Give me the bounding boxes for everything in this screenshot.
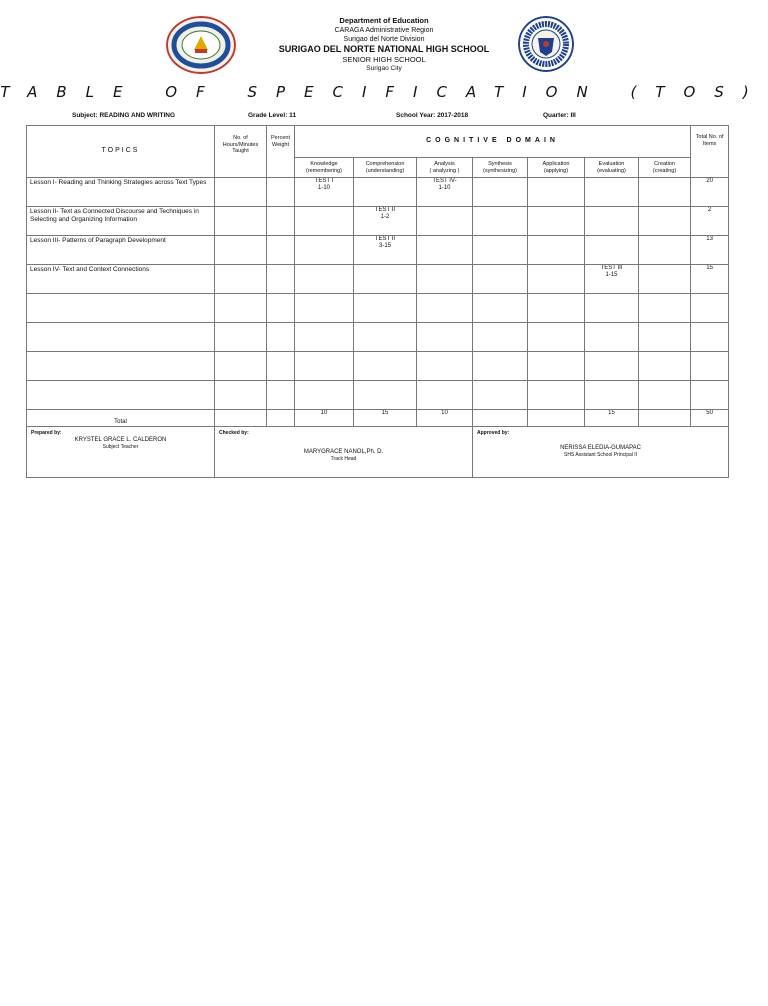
checked-by-title: Track Head (330, 456, 357, 463)
division-name: Surigao del Norte Division (343, 36, 425, 43)
domain-cell (473, 236, 528, 265)
domain-cell (528, 207, 585, 236)
domain-cell (639, 381, 691, 410)
empty-table-row (27, 381, 729, 410)
test-item-label: TEST II 3-15 (374, 236, 396, 250)
domain-cell (585, 207, 639, 236)
domain-cell (639, 265, 691, 294)
total-cell: 15 (354, 410, 417, 427)
cognitive-domain-header: COGNITIVE DOMAIN (295, 126, 691, 158)
prepared-by-block (27, 427, 215, 478)
test-item-label: TEST III 1-15 (600, 265, 623, 279)
row-total-cell: 2 (691, 207, 729, 236)
total-cell (639, 410, 691, 427)
row-total-cell: 20 (691, 178, 729, 207)
level-evaluation: Evaluation (evaluating) (585, 158, 639, 178)
domain-cell (528, 265, 585, 294)
weight-cell (267, 207, 295, 236)
weight-cell (267, 294, 295, 323)
empty-table-row (27, 294, 729, 323)
domain-cell (528, 381, 585, 410)
test-item-label: TEST IV- 1-10 (432, 178, 457, 192)
domain-cell (417, 236, 473, 265)
domain-cell (417, 178, 473, 207)
total-cell: 10 (417, 410, 473, 427)
total-cell (473, 410, 528, 427)
domain-cell (528, 323, 585, 352)
domain-cell (528, 294, 585, 323)
domain-cell (417, 381, 473, 410)
domain-cell (417, 265, 473, 294)
total-cell: 10 (295, 410, 354, 427)
specification-table (26, 125, 729, 478)
total-label: Total (27, 410, 215, 427)
topic-cell (27, 323, 215, 352)
prepared-by-label: Prepared by: (31, 430, 62, 436)
grade-level-label: Grade Level: 11 (248, 112, 297, 119)
domain-cell (639, 352, 691, 381)
row-total-cell: 13 (691, 236, 729, 265)
table-row (27, 207, 729, 236)
domain-cell (354, 236, 417, 265)
hours-cell (215, 236, 267, 265)
domain-cell (473, 178, 528, 207)
table-row (27, 178, 729, 207)
total-cell (528, 410, 585, 427)
approved-by-label: Approved by: (477, 430, 510, 436)
school-year-label: School Year: 2017-2018 (396, 112, 469, 119)
total-cell: 15 (585, 410, 639, 427)
weight-cell (267, 236, 295, 265)
hours-cell (215, 323, 267, 352)
domain-cell (295, 265, 354, 294)
checked-by-label: Checked by: (219, 430, 249, 436)
topic-cell: Lesson I- Reading and Thinking Strategies across Text Types (27, 178, 215, 207)
domain-cell (295, 381, 354, 410)
domain-cell (417, 207, 473, 236)
domain-cell (295, 178, 354, 207)
topic-cell: Lesson IV- Text and Context Connections (27, 265, 215, 294)
domain-cell (295, 323, 354, 352)
domain-cell (473, 207, 528, 236)
domain-cell (585, 323, 639, 352)
domain-cell (639, 207, 691, 236)
grand-total-cell: 50 (691, 410, 729, 427)
domain-cell (354, 265, 417, 294)
level-knowledge: Knowledge (remembering) (295, 158, 354, 178)
domain-cell (354, 178, 417, 207)
weight-cell (267, 381, 295, 410)
weight-header: Percent Weight (267, 126, 295, 178)
domain-cell (295, 294, 354, 323)
row-total-cell (691, 294, 729, 323)
topic-cell (27, 381, 215, 410)
domain-cell (417, 323, 473, 352)
city-name: Surigao City (366, 65, 402, 72)
domain-cell (473, 323, 528, 352)
domain-cell (354, 381, 417, 410)
domain-cell (639, 236, 691, 265)
domain-cell (585, 236, 639, 265)
checked-by-block (215, 427, 473, 478)
domain-cell (417, 294, 473, 323)
domain-cell (354, 294, 417, 323)
topic-cell: Lesson III- Patterns of Paragraph Development (27, 236, 215, 265)
topic-cell (27, 294, 215, 323)
topic-cell: Lesson II- Text as Connected Discourse and Techniques in Selecting and Organizing Information (27, 207, 215, 236)
domain-cell (585, 381, 639, 410)
domain-cell (528, 236, 585, 265)
domain-cell (295, 207, 354, 236)
domain-cell (639, 294, 691, 323)
total-row (27, 410, 729, 427)
domain-cell (295, 236, 354, 265)
weight-cell (267, 352, 295, 381)
hours-cell (215, 207, 267, 236)
domain-cell (473, 294, 528, 323)
lesson-rows (27, 178, 729, 410)
total-items-header: Total No. of Items (691, 126, 729, 178)
domain-cell (354, 323, 417, 352)
domain-cell (585, 178, 639, 207)
prepared-by-name: KRYSTEL GRACE L. CALDERON (74, 437, 167, 443)
domain-cell (473, 265, 528, 294)
empty-table-row (27, 323, 729, 352)
weight-cell (267, 323, 295, 352)
prepared-by-title: Subject Teacher (102, 444, 139, 451)
domain-cell (528, 352, 585, 381)
school-name: SURIGAO DEL NORTE NATIONAL HIGH SCHOOL (278, 44, 490, 54)
region-name: CARAGA Administrative Region (334, 27, 434, 34)
domain-cell (639, 178, 691, 207)
domain-cell (295, 352, 354, 381)
total-weight-cell (267, 410, 295, 427)
subject-label: Subject: READING AND WRITING (72, 112, 176, 119)
domain-cell (473, 381, 528, 410)
hours-cell (215, 178, 267, 207)
level-creation: Creation (creating) (639, 158, 691, 178)
header-row (27, 126, 729, 158)
signature-row (27, 427, 729, 478)
hours-header: No. of Hours/Minutes Taught (215, 126, 267, 178)
quarter-label: Quarter: III (543, 112, 576, 119)
document-title: TABLE OF SPECIFICATION (TOS) (0, 83, 768, 101)
level-analysis: Analysis ( analyzing ) (417, 158, 473, 178)
domain-cell (473, 352, 528, 381)
level-comprehension: Comprehension (understanding) (354, 158, 417, 178)
level-synthesis: Synthesis (synthesizing) (473, 158, 528, 178)
empty-table-row (27, 352, 729, 381)
test-item-label: TEST I 1-10 (314, 178, 334, 192)
checked-by-name: MARYGRACE NANOL,Ph. D. (303, 449, 384, 455)
weight-cell (267, 178, 295, 207)
domain-cell (585, 265, 639, 294)
hours-cell (215, 294, 267, 323)
weight-cell (267, 265, 295, 294)
domain-cell (528, 178, 585, 207)
senior-high-label: SENIOR HIGH SCHOOL (342, 55, 426, 64)
department-name: Department of Education (339, 16, 429, 25)
hours-cell (215, 265, 267, 294)
hours-cell (215, 381, 267, 410)
total-hours-cell (215, 410, 267, 427)
table-row (27, 236, 729, 265)
domain-cell (639, 323, 691, 352)
approved-by-title: SHS Assistant School Principal II (563, 452, 638, 459)
domain-cell (585, 294, 639, 323)
topic-cell (27, 352, 215, 381)
domain-cell (354, 352, 417, 381)
domain-cell (417, 352, 473, 381)
topics-header: TOPICS (27, 126, 215, 178)
approved-by-block (473, 427, 729, 478)
domain-cell (354, 207, 417, 236)
test-item-label: TEST II 1-2 (374, 207, 396, 221)
row-total-cell: 15 (691, 265, 729, 294)
approved-by-name: NERISSA ELEDIA-GUMAPAC (560, 445, 641, 451)
row-total-cell (691, 381, 729, 410)
level-application: Application (applying) (528, 158, 585, 178)
table-row (27, 265, 729, 294)
hours-cell (215, 352, 267, 381)
row-total-cell (691, 323, 729, 352)
domain-cell (585, 352, 639, 381)
row-total-cell (691, 352, 729, 381)
